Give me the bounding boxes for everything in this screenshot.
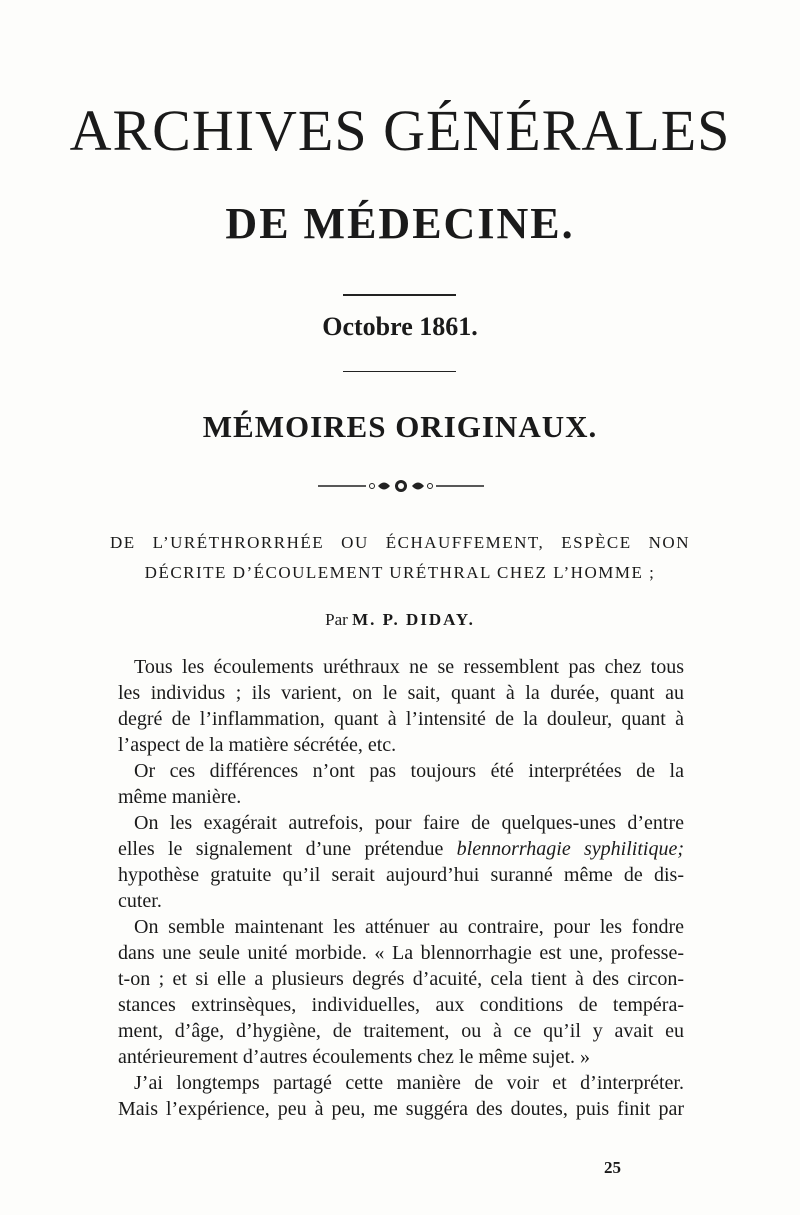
italic-phrase: blennorrhagie syphilitique;: [456, 838, 684, 860]
body-line: J’ai longtemps partagé cette manière de voir et d’interpréter.: [134, 1072, 684, 1094]
author-byline: [0, 608, 800, 632]
body-line: antérieurement d’autres écoulements chez le même sujet. »: [118, 1046, 591, 1068]
body-line: stances extrinsèques, individuelles, aux conditions de tempéra-: [118, 994, 684, 1016]
journal-subtitle: DE MÉDECINE.: [225, 199, 575, 248]
issue-date: Octobre 1861.: [322, 312, 478, 341]
rule-top: [343, 294, 456, 296]
body-line: cuter.: [118, 890, 162, 912]
section-heading: MÉMOIRES ORIGINAUX.: [202, 409, 598, 444]
journal-title: ARCHIVES GÉNÉRALES: [69, 98, 731, 163]
body-line: On les exagérait autrefois, pour faire de quelques-unes d’entre: [134, 812, 684, 834]
body-line: les individus ; ils varient, on le sait, quant à la durée, quant au: [118, 682, 684, 704]
article-body: [118, 654, 684, 1122]
body-line: Mais l’expérience, peu à peu, me suggéra des doutes, puis finit par: [118, 1098, 684, 1120]
article-title-line: DÉCRITE D’ÉCOULEMENT URÉTHRAL CHEZ L’HOMME ;: [144, 563, 656, 582]
body-line: ment, d’âge, d’hygiène, de traitement, ou à ce qu’il y avait eu: [118, 1020, 684, 1042]
body-line: degré de l’inflammation, quant à l’intensité de la douleur, quant à: [118, 708, 684, 730]
article-title-line: DE L’URÉTHRORRHÉE OU ÉCHAUFFEMENT, ESPÈCE NON: [110, 533, 690, 552]
article-title: [110, 528, 690, 588]
page-number: 25: [604, 1158, 621, 1177]
rule-bottom: [343, 371, 456, 372]
body-line: même manière.: [118, 786, 242, 808]
ornament-divider: [318, 478, 484, 494]
body-line: l’aspect de la matière sécrétée, etc.: [118, 734, 397, 756]
body-line: hypothèse gratuite qu’il serait aujourd’hui suranné même de dis-: [118, 864, 684, 886]
body-line-text: elles le signalement d’une prétendue: [118, 838, 444, 860]
body-line: Or ces différences n’ont pas toujours été interprétées de la: [134, 760, 684, 782]
body-line: Tous les écoulements uréthraux ne se ressemblent pas chez tous: [134, 656, 684, 678]
body-line: t-on ; et si elle a plusieurs degrés d’acuité, cela tient à des circon-: [118, 968, 684, 990]
body-line: dans une seule unité morbide. « La blennorrhagie est une, professe-: [118, 942, 684, 964]
author-prefix: Par: [325, 610, 348, 629]
body-line-with-italic: [118, 836, 684, 862]
body-line: On semble maintenant les atténuer au contraire, pour les fondre: [134, 916, 684, 938]
author-name: M. P. DIDAY.: [352, 610, 475, 629]
